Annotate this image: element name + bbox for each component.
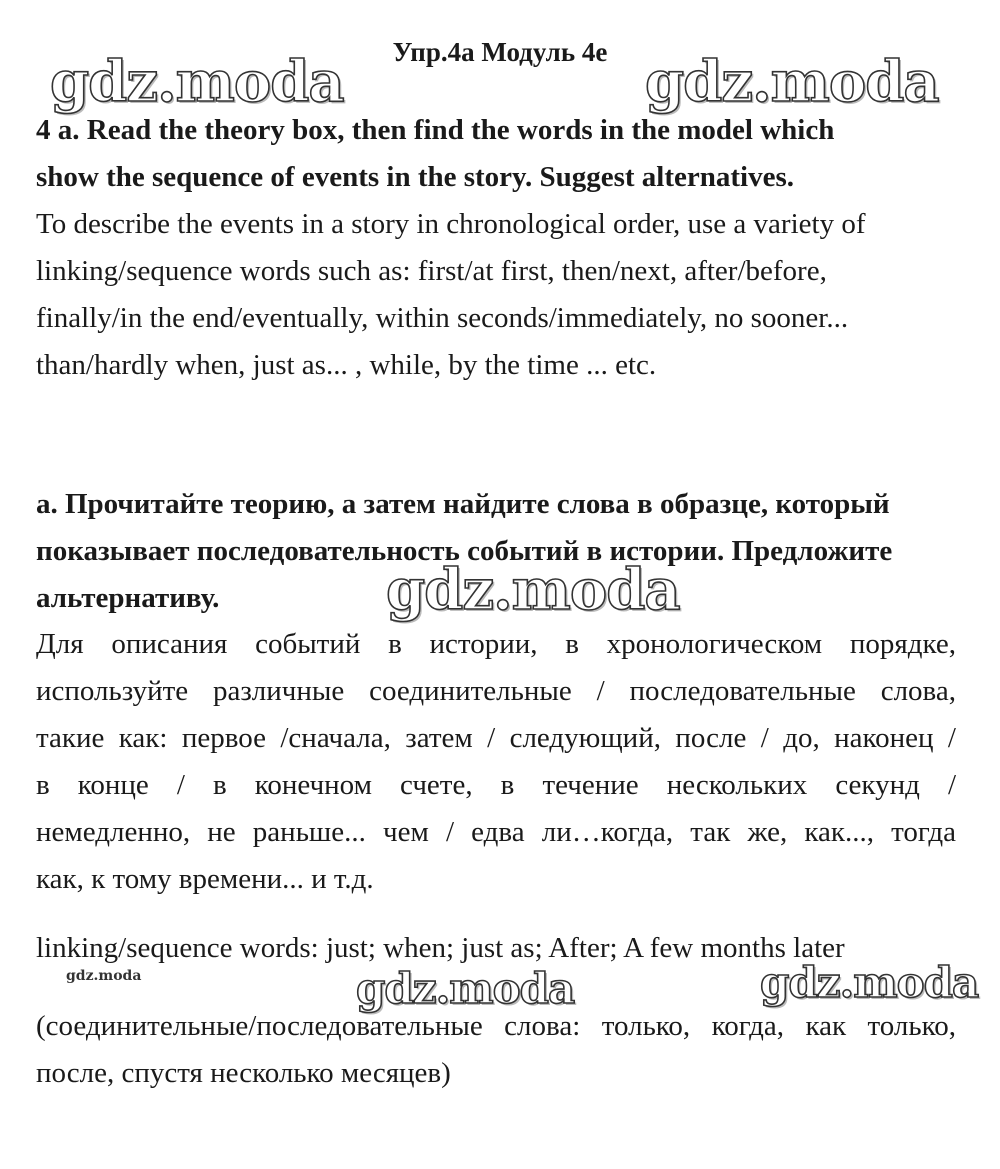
theory-english-line: than/hardly when, just as... , while, by the time ... etc. <box>36 349 657 381</box>
task-english-line: show the sequence of events in the story. Suggest alternatives. <box>36 161 794 193</box>
theory-russian-line: как, к тому времени... и т.д. <box>36 863 374 895</box>
watermark-logo: gdz.moda <box>66 968 142 984</box>
theory-russian-line: немедленно, не раньше... чем / едва ли…когда, так же, как..., тогда <box>36 816 956 848</box>
theory-russian <box>36 621 956 903</box>
theory-russian-line: Для описания событий в истории, в хронологическом порядке, <box>36 628 956 660</box>
task-russian-line: показывает последовательность событий в истории. Предложите <box>36 535 893 567</box>
theory-english-line: finally/in the end/eventually, within seconds/immediately, no sooner... <box>36 302 849 334</box>
theory-english-line: linking/sequence words such as: first/at first, then/next, after/before, <box>36 255 827 287</box>
watermark-logo: gdz.moda <box>760 958 979 1007</box>
theory-russian-line: используйте различные соединительные / последовательные слова, <box>36 675 956 707</box>
answer-russian <box>36 1003 956 1097</box>
answer-russian-line: после, спустя несколько месяцев) <box>36 1057 451 1089</box>
theory-russian-line: такие как: первое /сначала, затем / следующий, после / до, наконец / <box>36 722 956 754</box>
watermark-logo: gdz.moda <box>356 964 575 1013</box>
task-english <box>36 107 956 201</box>
page-title: Упр.4a Модуль 4e <box>392 37 608 67</box>
answer-english-text: linking/sequence words: just; when; just as; After; A few months later <box>36 932 845 964</box>
answer-english <box>36 925 956 972</box>
watermark-logo: gdz.moda <box>645 49 939 115</box>
task-russian <box>36 481 956 622</box>
theory-russian-line: в конце / в конечном счете, в течение нескольких секунд / <box>36 769 956 801</box>
theory-english <box>36 201 956 389</box>
task-english-line: 4 a. Read the theory box, then find the words in the model which <box>36 114 835 146</box>
watermark-logo: gdz.moda <box>50 49 344 115</box>
watermark-logo: gdz.moda <box>386 557 680 623</box>
theory-english-line: To describe the events in a story in chronological order, use a variety of <box>36 208 866 240</box>
task-russian-line: а. Прочитайте теорию, а затем найдите слова в образце, который <box>36 488 890 520</box>
task-russian-line: альтернативу. <box>36 582 220 614</box>
answer-russian-line: (соединительные/последовательные слова: только, когда, как только, <box>36 1010 956 1042</box>
